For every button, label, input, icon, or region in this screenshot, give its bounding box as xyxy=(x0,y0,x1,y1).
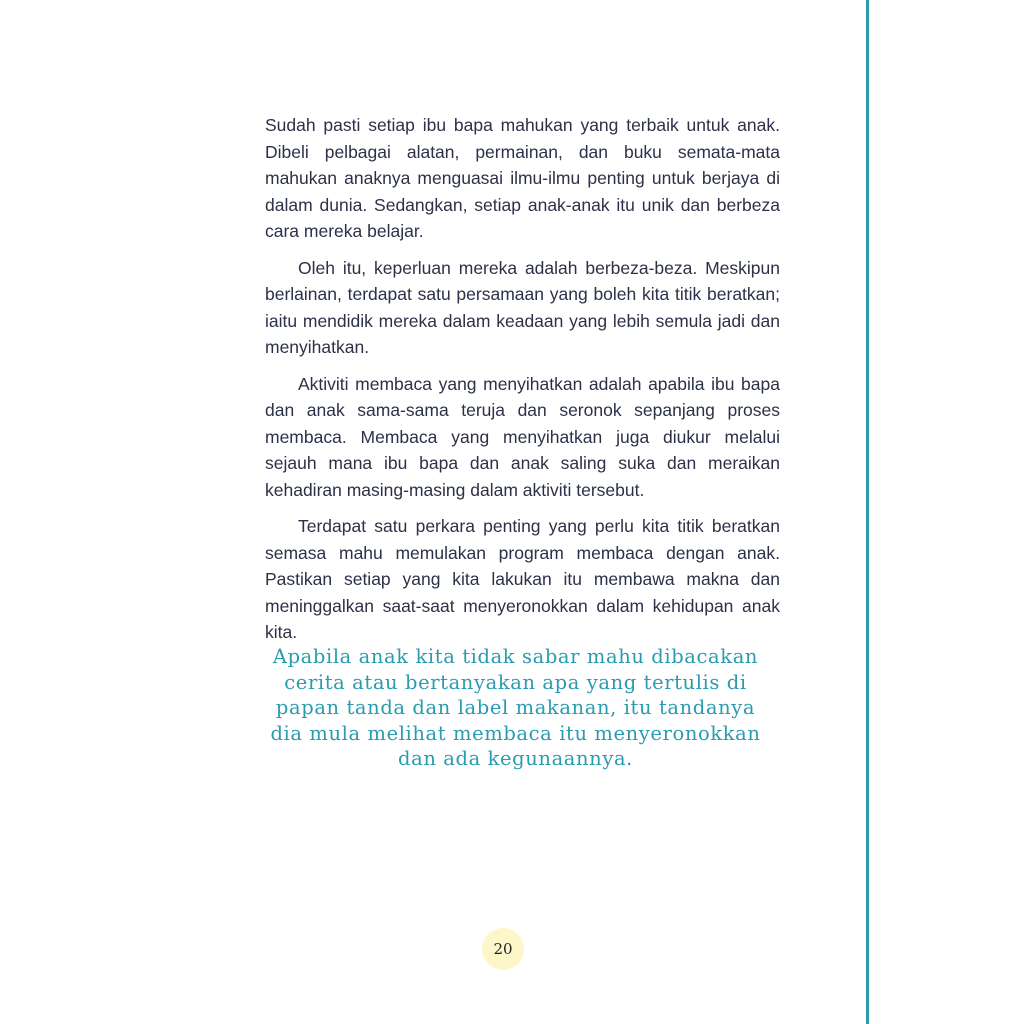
paragraph-3: Aktiviti membaca yang menyihatkan adalah apabila ibu bapa dan anak sama-sama teruja dan seronok sepanjang proses membaca. Membaca yang menyihatkan juga diukur melalui sejauh mana ibu bapa dan anak saling suka dan meraikan kehadiran masing-masing dalam aktiviti tersebut. xyxy=(265,373,780,500)
paragraph-2: Oleh itu, keperluan mereka adalah berbeza-beza. Meskipun berlainan, terdapat satu persamaan yang boleh kita titik beratkan; iaitu mendidik mereka dalam keadaan yang lebih semula jadi dan menyihatkan. xyxy=(265,257,780,357)
page-edge-line xyxy=(866,0,869,1024)
pull-quote: Apabila anak kita tidak sabar mahu dibacakan cerita atau bertanyakan apa yang tertulis di papan tanda dan label makanan, itu tandanya dia mula melihat membaca itu menyeronokkan dan ada kegunaannya. xyxy=(270,645,761,770)
body-text xyxy=(265,112,780,656)
page-number: 20 xyxy=(482,928,524,970)
paragraph-1: Sudah pasti setiap ibu bapa mahukan yang terbaik untuk anak. Dibeli pelbagai alatan, permainan, dan buku semata-mata mahukan anaknya menguasai ilmu-ilmu penting untuk berjaya di dalam dunia. Sedangkan, setiap anak-anak itu unik dan berbeza cara mereka belajar. xyxy=(265,115,780,241)
paragraph-4: Terdapat satu perkara penting yang perlu kita titik beratkan semasa mahu memulakan program membaca dengan anak. Pastikan setiap yang kita lakukan itu membawa makna dan meninggalkan saat-saat menyeronokkan dalam kehidupan anak kita. xyxy=(265,516,780,642)
